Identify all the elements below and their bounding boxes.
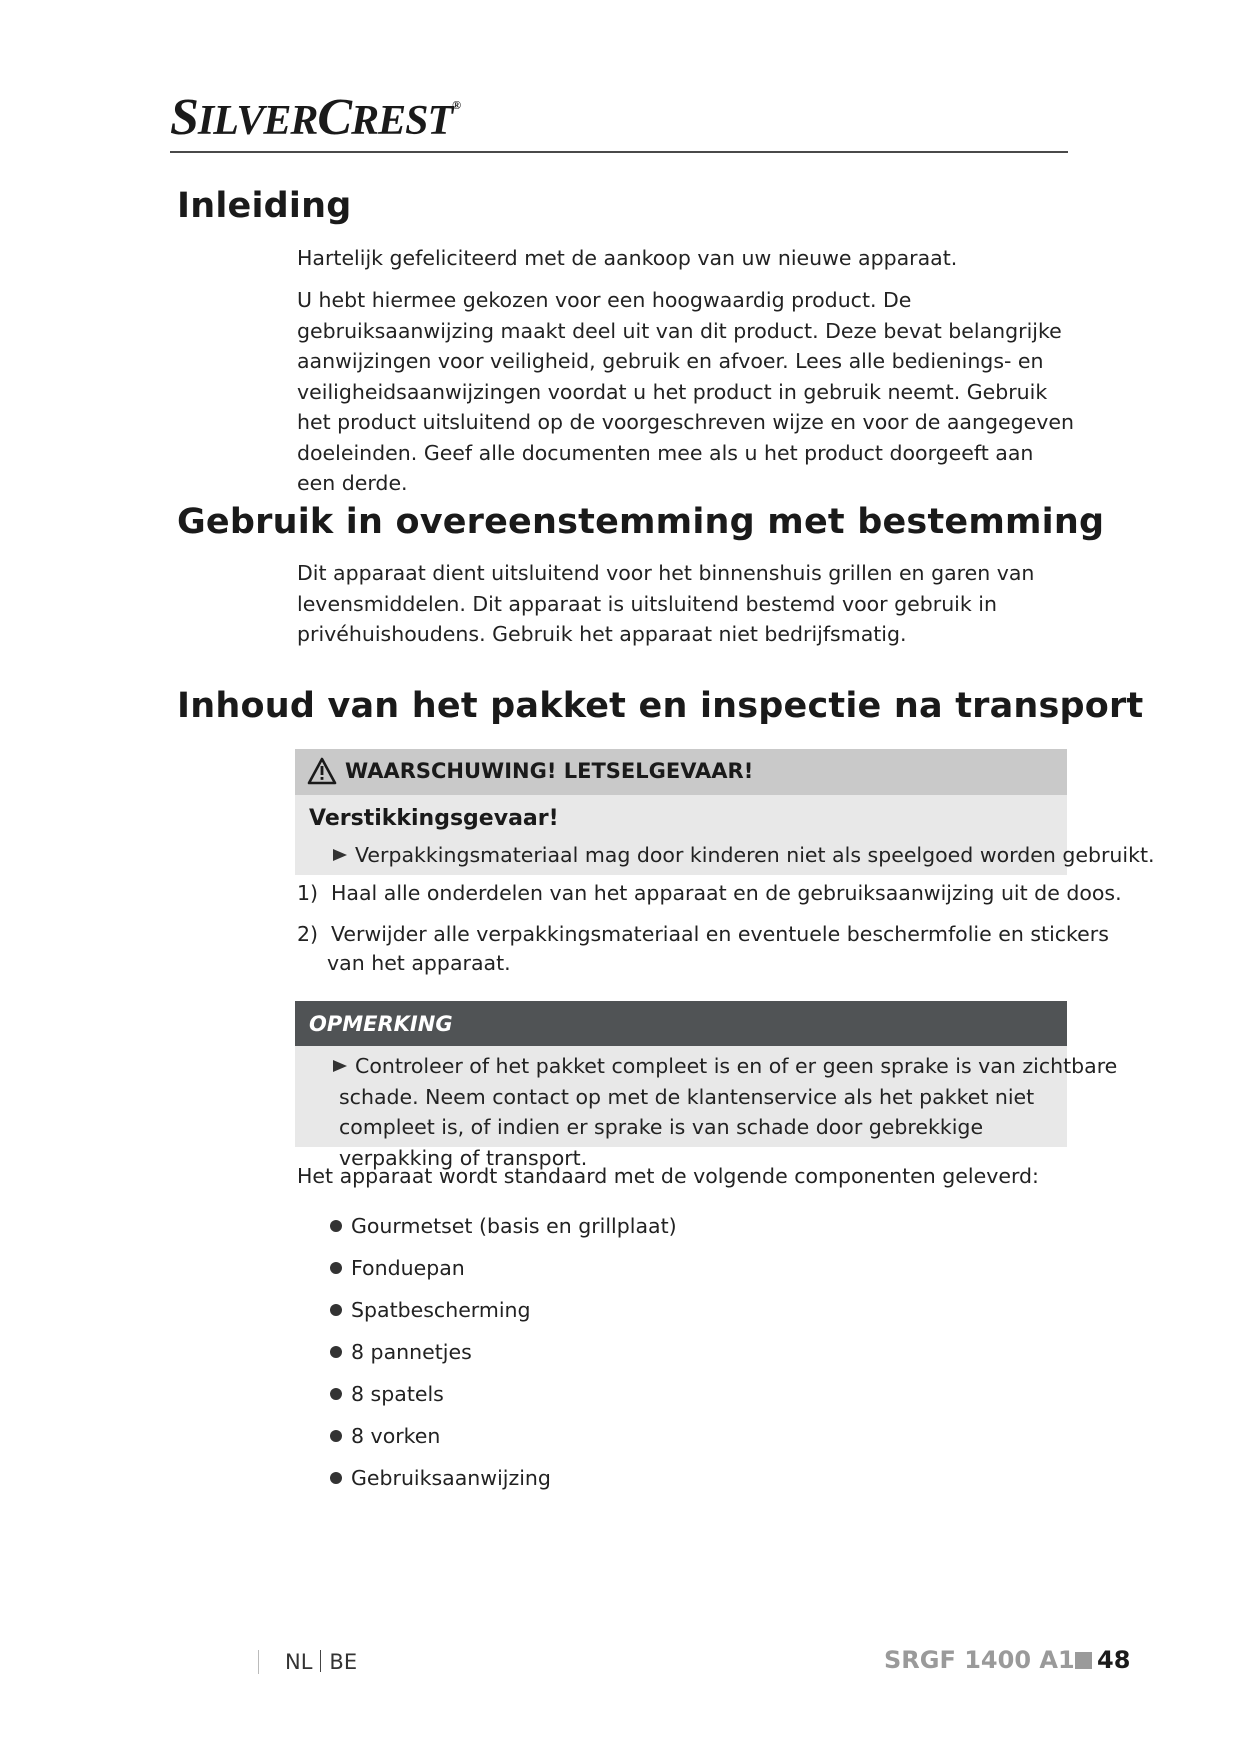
list-item: Gourmetset (basis en grillplaat) [330, 1205, 677, 1247]
list-item: Spatbescherming [330, 1289, 677, 1331]
note-header [295, 1001, 1067, 1046]
warning-subtitle: Verstikkingsgevaar! [309, 806, 559, 831]
list-item: Fonduepan [330, 1247, 677, 1289]
warning-title: WAARSCHUWING! LETSELGEVAAR! [345, 759, 754, 783]
bullet-icon [330, 1262, 342, 1274]
brand-logo: SILVERCREST® [170, 89, 461, 146]
components-intro: Het apparaat wordt standaard met de volgende componenten geleverd: [297, 1164, 1039, 1188]
note-title: OPMERKING [309, 1012, 453, 1036]
list-item: Gebruiksaanwijzing [330, 1457, 677, 1499]
list-item: 8 vorken [330, 1415, 677, 1457]
arrow-bullet-icon [333, 849, 347, 861]
heading-inleiding: Inleiding [177, 186, 352, 226]
page-number: 48 [1097, 1646, 1131, 1674]
paragraph-congrats: Hartelijk gefeliciteerd met de aankoop van uw nieuwe apparaat. [297, 246, 958, 270]
footer-divider [258, 1650, 259, 1674]
bullet-icon [330, 1346, 342, 1358]
bullet-icon [330, 1304, 342, 1316]
paragraph-intro: U hebt hiermee gekozen voor een hoogwaardig product. De gebruiksaanwijzing maakt deel uit van dit product. Deze bevat belangrijke aanwijzingen voor veiligheid, gebruik en afvoer. Lees alle bedienings- en veiligheidsaanwijzingen voordat u het product in gebruik neemt. Gebruik het product uitsluitend op de voorgeschreven wijze en voor de aangegeven doeleinden. Geef alle documenten mee als u het product doorgeeft aan een derde. [297, 288, 1074, 495]
footer-model: SRGF 1400 A1 [884, 1646, 1075, 1674]
bullet-icon [330, 1388, 342, 1400]
header-divider [170, 151, 1068, 153]
arrow-bullet-icon [333, 1060, 347, 1072]
list-item: 8 pannetjes [330, 1331, 677, 1373]
bullet-icon [330, 1472, 342, 1484]
warning-triangle-icon [307, 757, 337, 785]
bullet-icon [330, 1430, 342, 1442]
footer-square-icon [1075, 1652, 1092, 1669]
paragraph-gebruik: Dit apparaat dient uitsluitend voor het binnenshuis grillen en garen van levensmiddelen. Dit apparaat is uitsluitend bestemd voor gebruik in privéhuishoudens. Gebruik het apparaat niet bedrijfsmatig. [297, 561, 1035, 646]
warning-header [295, 749, 1067, 795]
note-text: Controleer of het pakket compleet is en of er geen sprake is van zichtbare schade. Neem contact op met de klantenservice als het pakket niet compleet is, of indien er sprake is van schade door gebrekkige verpakking of transport. [333, 1051, 1048, 1173]
heading-inhoud: Inhoud van het pakket en inspectie na transport [177, 686, 1144, 726]
warning-box [295, 749, 1155, 875]
step-1: 1) Haal alle onderdelen van het apparaat en de gebruiksaanwijzing uit de doos. [297, 881, 1122, 905]
warning-item: Verpakkingsmateriaal mag door kinderen niet als speelgoed worden gebruikt. [333, 843, 1155, 867]
components-list [330, 1205, 677, 1499]
bullet-icon [330, 1220, 342, 1232]
step-2: 2) Verwijder alle verpakkingsmateriaal en eventuele beschermfolie en stickers van het apparaat. [297, 922, 1109, 975]
footer-language: NL BE [285, 1650, 358, 1674]
list-item: 8 spatels [330, 1373, 677, 1415]
note-box [295, 1001, 1118, 1170]
heading-gebruik: Gebruik in overeenstemming met bestemming [177, 502, 1105, 542]
